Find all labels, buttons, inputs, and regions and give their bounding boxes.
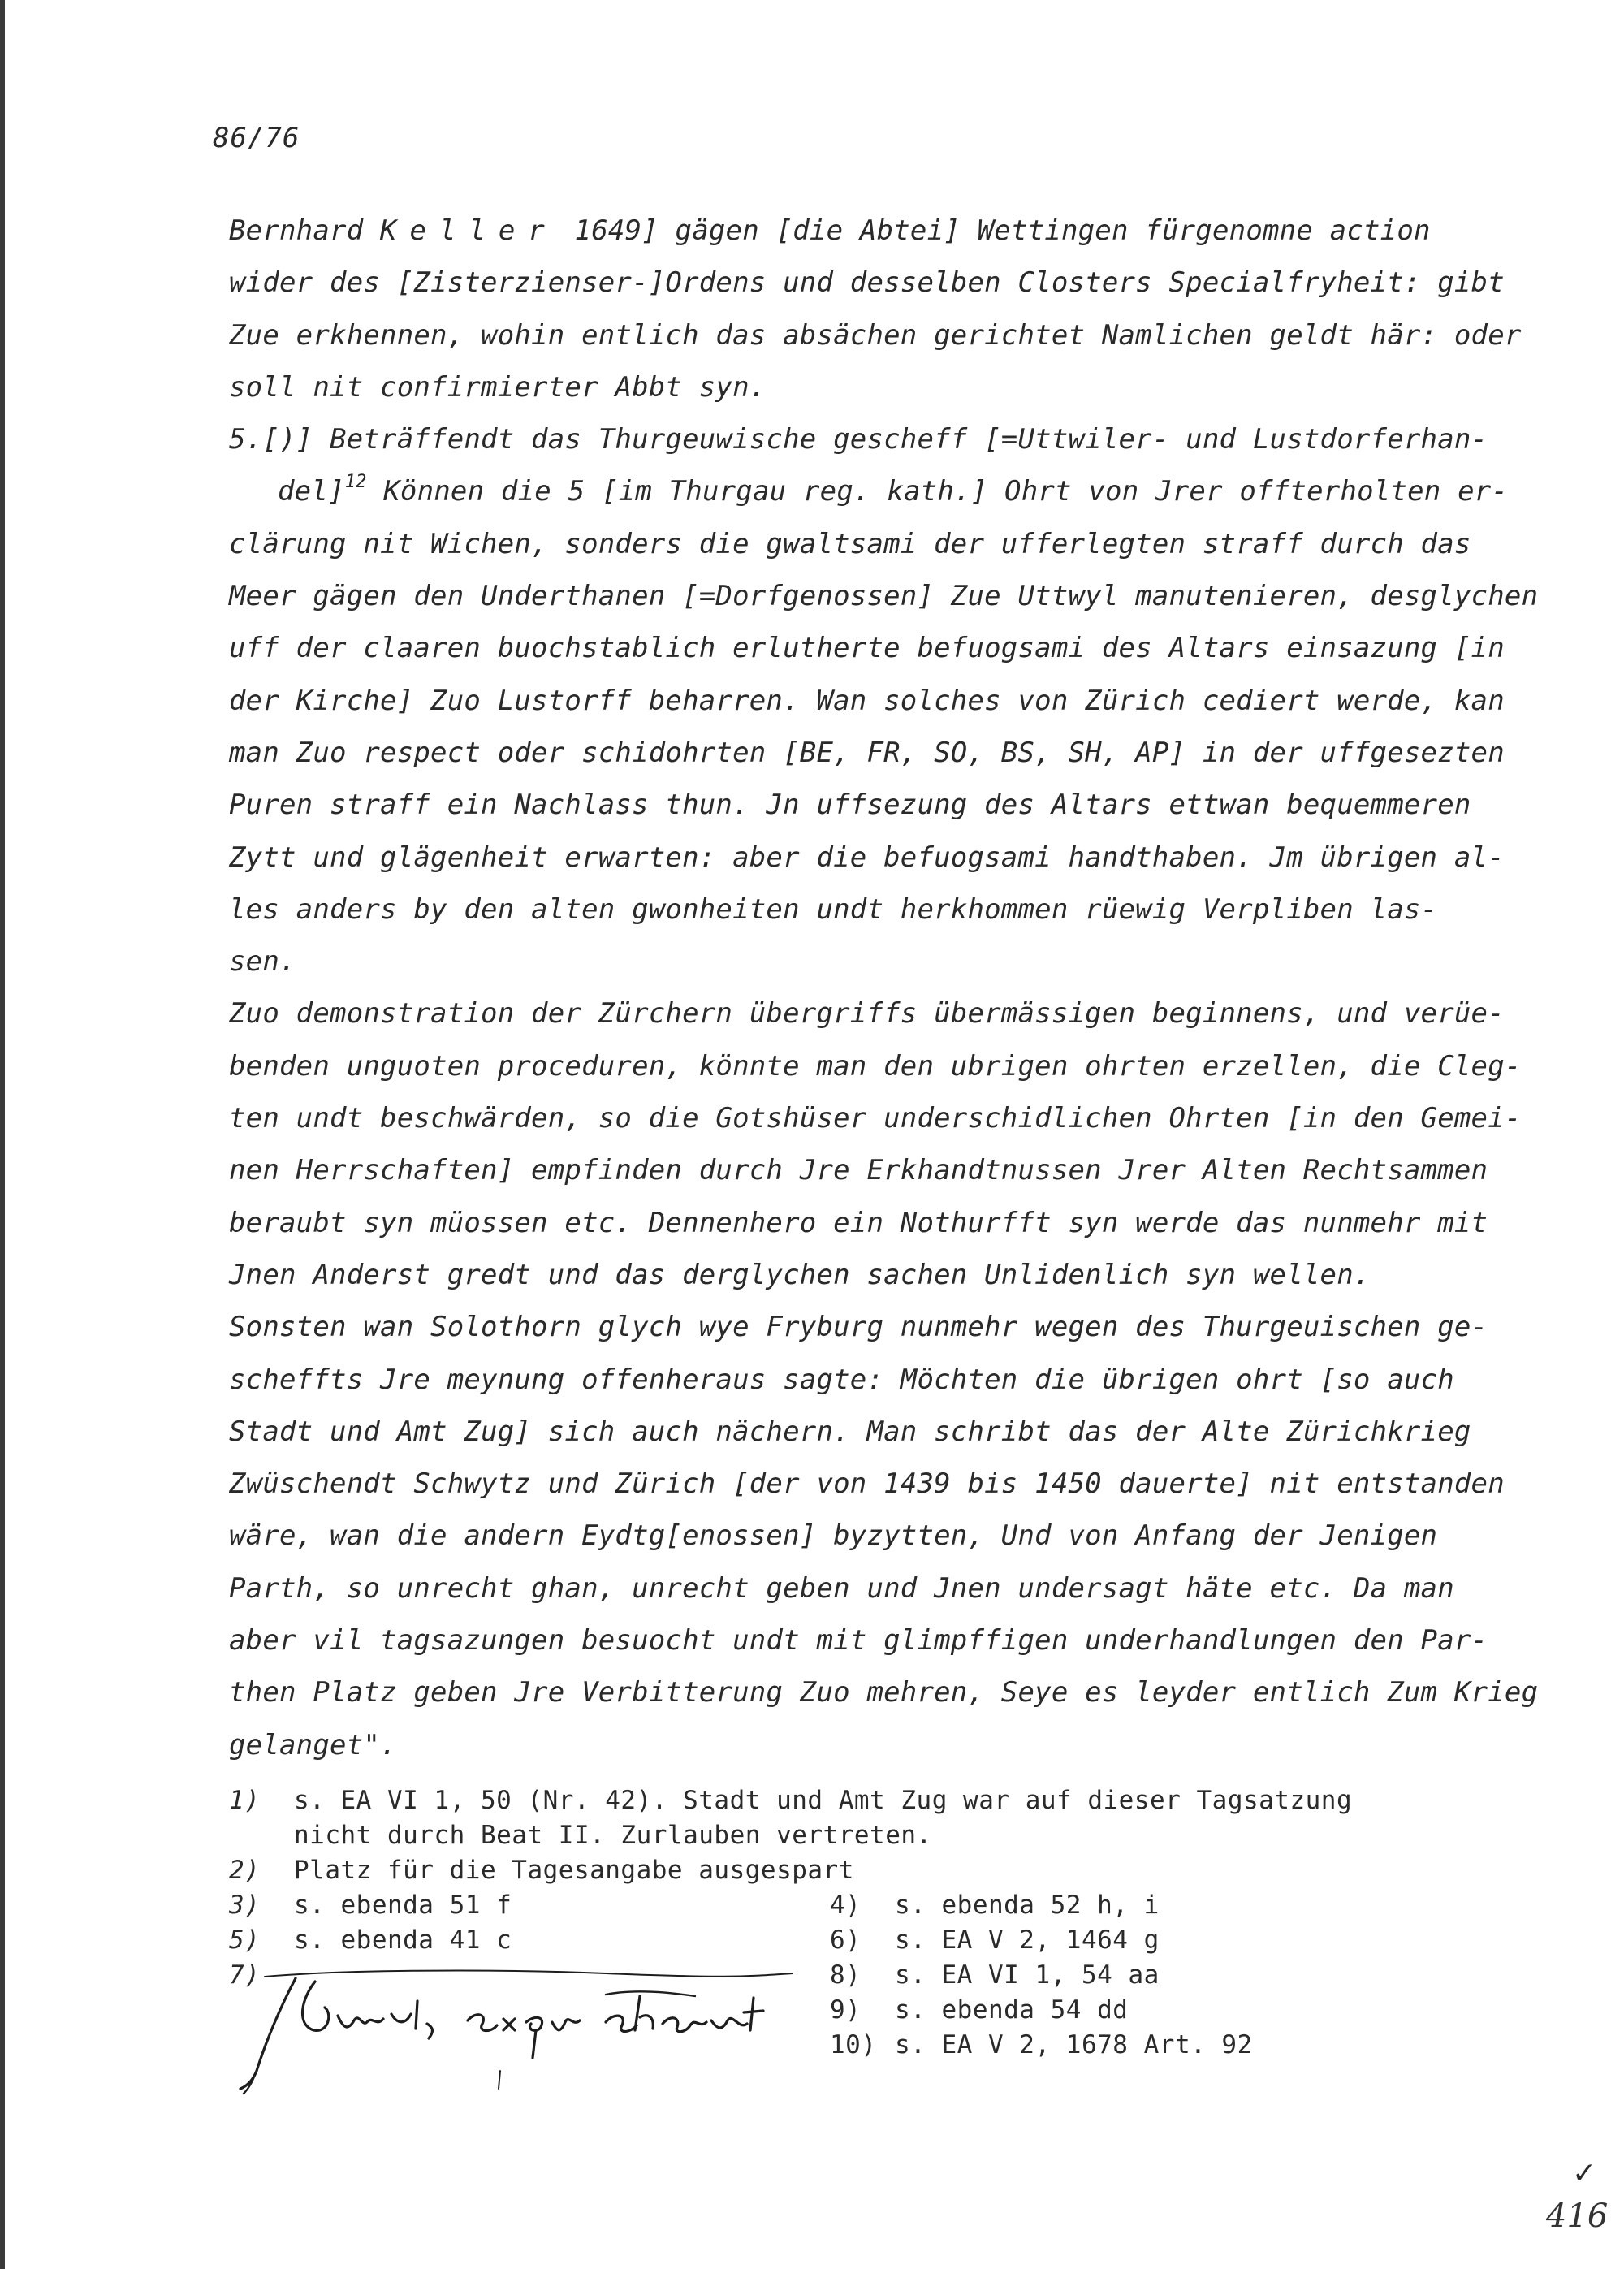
footnote-3 — [229, 1888, 830, 1923]
body-line-7: clärung nit Wichen, sonders die gwaltsami der ufferlegten straff durch das — [229, 527, 1471, 560]
body-line-9: uff der claaren buochstablich erlutherte befuogsami des Altars einsazung [in — [229, 632, 1505, 665]
footnote-4 — [830, 1888, 1431, 1923]
body-line-30: gelanget". — [229, 1728, 397, 1761]
line-1-post: 1649] gägen [die Abtei] Wettingen fürgenomne action — [557, 214, 1431, 247]
body-line-26: wäre, wan die andern Eydtg[enossen] byzytten, Und von Anfang der Jenigen — [229, 1519, 1438, 1553]
footnote-text: s. ebenda 51 f — [294, 1891, 512, 1920]
footnote-text: Platz für die Tagesangabe ausgespart — [294, 1856, 854, 1885]
footnote-number: 5) — [229, 1925, 261, 1955]
body-line-8: Meer gägen den Underthanen [=Dorfgenossen] Zue Uttwyl manutenieren, desglychen — [229, 580, 1539, 613]
footnote-number: 10) — [830, 2030, 877, 2059]
handwritten-signature — [224, 1949, 809, 2095]
body-line-13: Zytt und glägenheit erwarten: aber die befuogsami handthaben. Jm übrigen al- — [229, 841, 1505, 874]
body-line-21: Jnen Anderst gredt und das derglychen sachen Unlidenlich syn wellen. — [229, 1258, 1371, 1291]
body-line-24: Stadt und Amt Zug] sich auch nächern. Man schribt das der Alte Zürichkrieg — [229, 1415, 1471, 1448]
line-1-pre: Bernhard — [229, 214, 381, 247]
body-line-18: ten undt beschwärden, so die Gotshüser underschidlichen Ohrten [in den Gemei- — [229, 1102, 1522, 1135]
body-line-22: Sonsten wan Solothorn glych wye Fryburg nunmehr wegen des Thurgeuischen ge- — [229, 1311, 1488, 1344]
body-line-20: beraubt syn müossen etc. Dennenhero ein Nothurfft syn werde das nunmehr mit — [229, 1206, 1488, 1239]
footnote-10 — [830, 2028, 1431, 2063]
footnote-number: 9) — [830, 1995, 862, 2025]
footnote-text: s. EA VI 1, 50 (Nr. 42). Stadt und Amt Zug war auf dieser Tagsatzung — [294, 1786, 1353, 1815]
footnote-text: s. EA V 2, 1678 Art. 92 — [895, 2030, 1253, 2059]
body-line-19: nen Herrschaften] empfinden durch Jre Erkhandtnussen Jrer Alten Rechtsammen — [229, 1154, 1488, 1187]
body-line-15: sen. — [229, 945, 296, 979]
footnote-text: s. ebenda 54 dd — [895, 1995, 1129, 2025]
footnote-number: 8) — [830, 1960, 862, 1990]
footnote-1-continuation: nicht durch Beat II. Zurlauben vertreten. — [294, 1821, 932, 1850]
footnote-text: s. EA V 2, 1464 g — [895, 1925, 1160, 1955]
footnote-text: s. ebenda 41 c — [294, 1925, 512, 1955]
check-mark-icon: ✓ — [1572, 2157, 1597, 2190]
body-line-28: aber vil tagsazungen besuocht undt mit glimpffigen underhandlungen den Par- — [229, 1624, 1488, 1657]
footnote-9 — [830, 1993, 1431, 2028]
footnote-number: 6) — [830, 1925, 862, 1955]
body-line-11: man Zuo respect oder schidohrten [BE, FR, SO, BS, SH, AP] in der uffgesezten — [229, 736, 1505, 769]
line-6-pre: del] — [278, 475, 345, 508]
body-line-29: then Platz geben Jre Verbitterung Zuo mehren, Seye es leyder entlich Zum Krieg — [229, 1676, 1539, 1709]
page-number: 86/76 — [213, 122, 300, 154]
footnote-row-3-4 — [229, 1888, 1528, 1923]
footnote-text: s. EA VI 1, 54 aa — [895, 1960, 1160, 1990]
footnote-ref-12: 12 — [344, 472, 367, 493]
body-line-10: der Kirche] Zuo Lustorff beharren. Wan solches von Zürich cediert werde, kan — [229, 684, 1505, 717]
footnote-1 — [229, 1783, 1528, 1818]
footnote-number: 7) — [229, 1960, 261, 1990]
body-line-3: Zue erkhennen, wohin entlich das absächen gerichtet Namlichen geldt här: oder — [229, 318, 1522, 352]
body-line-6 — [229, 465, 1528, 517]
footnote-number: 4) — [830, 1891, 862, 1920]
body-line-4: soll nit confirmierter Abbt syn. — [229, 370, 767, 404]
body-line-12: Puren straff ein Nachlass thun. Jn uffsezung des Altars ettwan bequemmeren — [229, 789, 1471, 822]
body-line-25: Zwüschendt Schwytz und Zürich [der von 1439 bis 1450 dauerte] nit entstanden — [229, 1467, 1505, 1501]
footnote-2 — [229, 1853, 1528, 1888]
body-line-2: wider des [Zisterzienser-]Ordens und desselben Closters Specialfryheit: gibt — [229, 266, 1505, 300]
body-line-27: Parth, so unrecht ghan, unrecht geben und Jnen undersagt häte etc. Da man — [229, 1571, 1454, 1605]
body-line-14: les anders by den alten gwonheiten undt herkhommen rüewig Verpliben las- — [229, 892, 1438, 926]
folio-number: 416 — [1546, 2198, 1609, 2235]
body-line-17: benden unguoten proceduren, könnte man den ubrigen ohrten erzellen, die Cleg- — [229, 1049, 1522, 1083]
scan-page-edge — [0, 0, 5, 2269]
footnote-number: 2) — [229, 1856, 261, 1885]
footnote-number: 3) — [229, 1891, 261, 1920]
keller-spaced: Keller — [380, 214, 558, 247]
body-line-5: 5.[)] Beträffendt das Thurgeuwische gescheff [=Uttwiler- und Lustdorferhan- — [229, 423, 1488, 456]
document-body — [229, 205, 1539, 1771]
body-line-16: Zuo demonstration der Zürchern übergriffs übermässigen beginnens, und verüe- — [229, 997, 1505, 1031]
footnote-6 — [830, 1923, 1431, 1958]
body-line-1 — [229, 205, 1528, 257]
footnote-8 — [830, 1958, 1431, 1993]
footnote-number: 1) — [229, 1786, 261, 1815]
footnote-text: s. ebenda 52 h, i — [895, 1891, 1160, 1920]
body-line-23: scheffts Jre meynung offenheraus sagte: Möchten die übrigen ohrt [so auch — [229, 1363, 1454, 1396]
line-6-post: Können die 5 [im Thurgau reg. kath.] Ohrt von Jrer offterholten er- — [366, 475, 1509, 508]
